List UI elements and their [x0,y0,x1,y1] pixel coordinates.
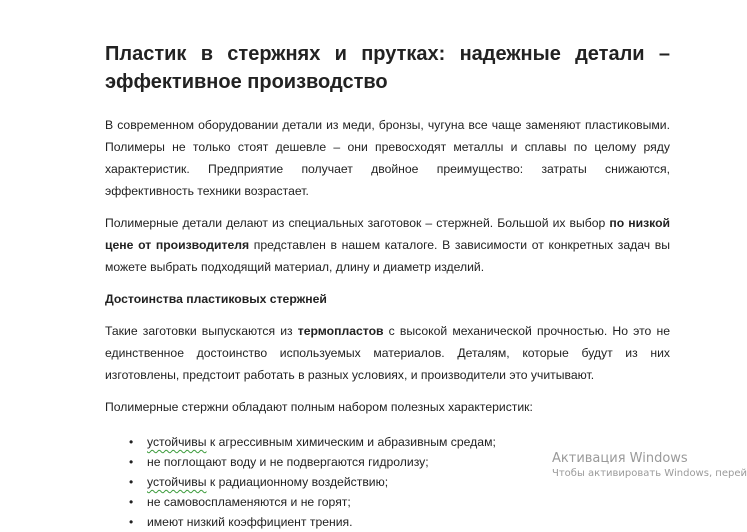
bold-low-price-phrase: по низкой цене от производителя [105,216,671,252]
bullet-icon: • [129,475,134,489]
list-item [105,512,670,532]
paragraph-thermoplastics [105,320,670,386]
paragraph-catalog-text-rest: представлен в нашем каталоге. В зависимости от конкретных задач вы можете выбрать подходящий материал, длину и диаметр изделий. [105,238,670,274]
paragraph-properties-intro: Полимерные стержни обладают полным набором полезных характеристик: [105,400,533,414]
spellcheck-word[interactable]: устойчивы [147,475,207,489]
document-title: Пластик в стержнях и прутках: надежные детали – эффективное производство [105,43,670,93]
watermark-title: Активация Windows [552,451,688,466]
windows-activation-watermark [552,450,747,480]
bullet-icon: • [129,455,134,469]
spellcheck-word[interactable]: устойчивы [147,435,207,449]
paragraph-catalog-text: Полимерные детали делают из специальных заготовок – стержней. Большой их выбор [105,216,610,230]
bullet-icon: • [129,515,134,529]
list-item-text: имеют низкий коэффициент трения. [147,515,353,529]
list-item [105,432,670,452]
bullet-icon: • [129,435,134,449]
watermark-subtitle: Чтобы активировать Windows, перей [552,468,747,479]
section-subheading: Достоинства пластиковых стержней [105,292,327,306]
bold-thermoplastics: термопластов [297,324,384,338]
list-item-text: не самовоспламеняются и не горят; [147,495,351,509]
list-item-text: к агрессивным химическим и абразивным средам; [206,435,496,449]
list-item-text: к радиационному воздействию; [206,475,389,489]
paragraph-thermoplastics-text-rest: с высокой механической прочностью. Но это не единственное достоинство используемых материалов. Деталям, которые будут из них изготовлены, предстоит работать в разных условиях, и производители это учитывают. [105,324,671,382]
list-item [105,492,670,512]
paragraph-thermoplastics-text: Такие заготовки выпускаются из [105,324,298,338]
paragraph-catalog [105,212,670,278]
paragraph-intro: В современном оборудовании детали из меди, бронзы, чугуна все чаще заменяют пластиковыми. Полимеры не только стоят дешевле – они превосходят металлы и сплавы по целому ряду характеристик. Предприятие получает двойное преимущество: затраты снижаются, эффективность техники возрастает. [105,118,670,198]
properties-list [105,432,670,532]
list-item-text: не поглощают воду и не подвергаются гидролизу; [147,455,429,469]
bullet-icon: • [129,495,134,509]
